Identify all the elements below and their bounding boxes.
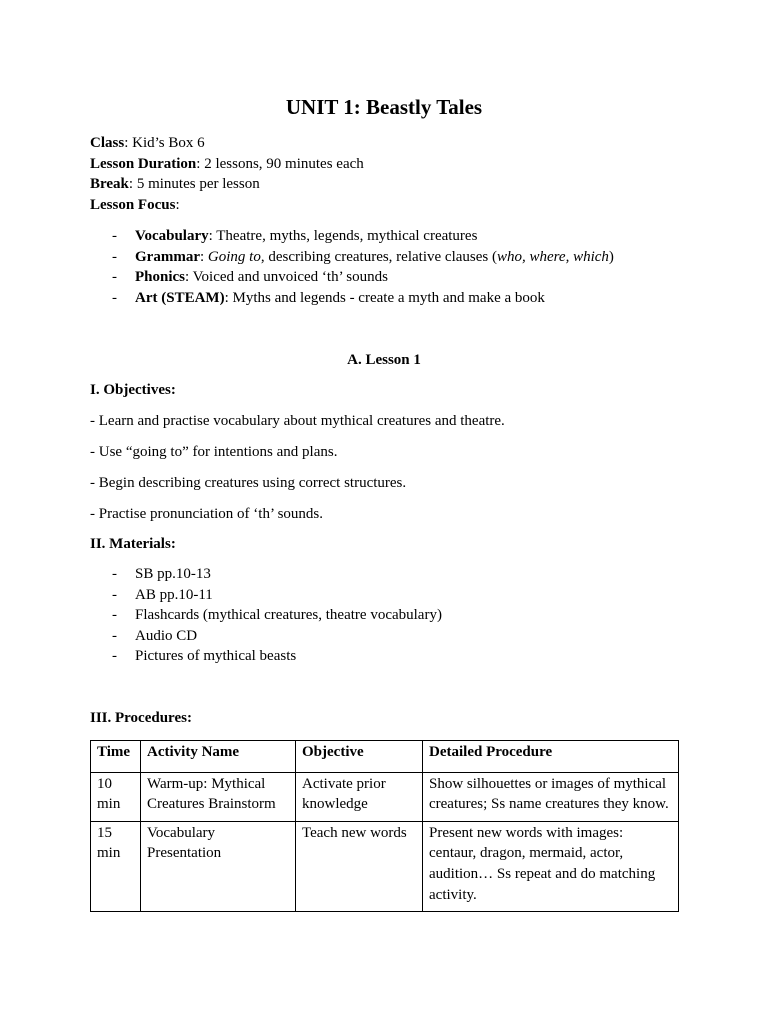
meta-duration: [90, 154, 364, 175]
cell-activity: Warm-up: Mythical Creatures Brainstorm: [141, 772, 296, 821]
cell-procedure: Show silhouettes or images of mythical creatures; Ss name creatures they know.: [423, 772, 679, 821]
material-item: [90, 605, 442, 626]
focus-item-vocabulary: [90, 226, 614, 247]
objective-item: - Begin describing creatures using correct structures.: [90, 475, 407, 491]
objective-item: - Use “going to” for intentions and plans.: [90, 444, 338, 460]
meta-focus: [90, 195, 364, 216]
material-item: [90, 585, 442, 606]
meta-duration-label: Lesson Duration: [90, 155, 197, 172]
lesson-meta: [90, 133, 364, 215]
lesson-heading: A. Lesson 1: [347, 352, 421, 368]
focus-art-label: Art (STEAM): [135, 289, 225, 306]
meta-class-label: Class: [90, 135, 125, 151]
column-header-activity: Activity Name: [141, 741, 296, 773]
bullet-dash: -: [112, 627, 117, 644]
lesson-focus-list: [90, 226, 614, 308]
procedures-table: [90, 740, 679, 912]
meta-focus-label: Lesson Focus: [90, 196, 176, 213]
focus-item-grammar: [90, 247, 614, 268]
bullet-dash: -: [112, 248, 117, 265]
table-header-row: [91, 741, 679, 773]
cell-objective: Activate prior knowledge: [296, 772, 423, 821]
focus-phonics-label: Phonics: [135, 269, 186, 286]
page-title: UNIT 1: Beastly Tales: [285, 95, 483, 119]
bullet-dash: -: [112, 648, 117, 665]
focus-item-phonics: [90, 267, 614, 288]
meta-focus-colon: :: [175, 196, 180, 213]
material-item-label: AB pp.10-11: [135, 586, 213, 603]
meta-class: [90, 133, 364, 154]
focus-grammar-sep: :: [199, 248, 208, 265]
bullet-dash: -: [112, 228, 117, 244]
focus-phonics-value: : Voiced and unvoiced ‘th’ sounds: [185, 269, 388, 286]
material-item-label: SB pp.10-13: [135, 566, 211, 582]
bullet-dash: -: [112, 607, 117, 624]
material-item: [90, 564, 442, 585]
meta-break-label: Break: [90, 176, 129, 193]
column-header-time: Time: [91, 741, 141, 773]
material-item: [90, 626, 442, 647]
focus-item-art: [90, 288, 614, 309]
cell-objective: Teach new words: [296, 821, 423, 911]
meta-class-value: : Kid’s Box 6: [124, 135, 205, 151]
meta-break-value: : 5 minutes per lesson: [128, 176, 260, 193]
materials-list: [90, 564, 442, 667]
cell-procedure: Present new words with images: centaur, dragon, mermaid, actor, audition… Ss repeat and do matching activity.: [423, 821, 679, 911]
focus-art-value: : Myths and legends - create a myth and make a book: [224, 289, 545, 306]
bullet-dash: -: [112, 566, 117, 582]
focus-grammar-mid: , describing creatures, relative clauses (: [260, 248, 497, 265]
objective-item: - Practise pronunciation of ‘th’ sounds.: [90, 506, 324, 522]
focus-grammar-label: Grammar: [135, 248, 200, 265]
cell-time: 15 min: [91, 821, 141, 911]
material-item-label: Pictures of mythical beasts: [135, 648, 297, 665]
materials-heading: II. Materials:: [90, 536, 176, 552]
bullet-dash: -: [112, 269, 117, 286]
bullet-dash: -: [112, 586, 117, 603]
focus-grammar-going: Going to: [207, 248, 261, 265]
cell-time: 10 min: [91, 772, 141, 821]
column-header-procedure: Detailed Procedure: [423, 741, 679, 773]
meta-duration-value: : 2 lessons, 90 minutes each: [196, 155, 364, 172]
objectives-heading: I. Objectives:: [90, 382, 176, 398]
material-item-label: Audio CD: [135, 627, 198, 644]
table-row: [91, 821, 679, 911]
table-row: [91, 772, 679, 821]
focus-vocab-label: Vocabulary: [135, 228, 209, 244]
material-item-label: Flashcards (mythical creatures, theatre vocabulary): [135, 607, 442, 624]
focus-grammar-end: ): [608, 248, 614, 265]
objective-item: - Learn and practise vocabulary about mythical creatures and theatre.: [90, 413, 505, 429]
focus-vocab-value: : Theatre, myths, legends, mythical creatures: [208, 228, 478, 244]
cell-activity: Vocabulary Presentation: [141, 821, 296, 911]
focus-grammar-rel: who, where, which: [496, 248, 609, 265]
column-header-objective: Objective: [296, 741, 423, 773]
meta-break: [90, 174, 364, 195]
bullet-dash: -: [112, 289, 117, 306]
procedures-heading: III. Procedures:: [90, 710, 192, 726]
material-item: [90, 646, 442, 667]
